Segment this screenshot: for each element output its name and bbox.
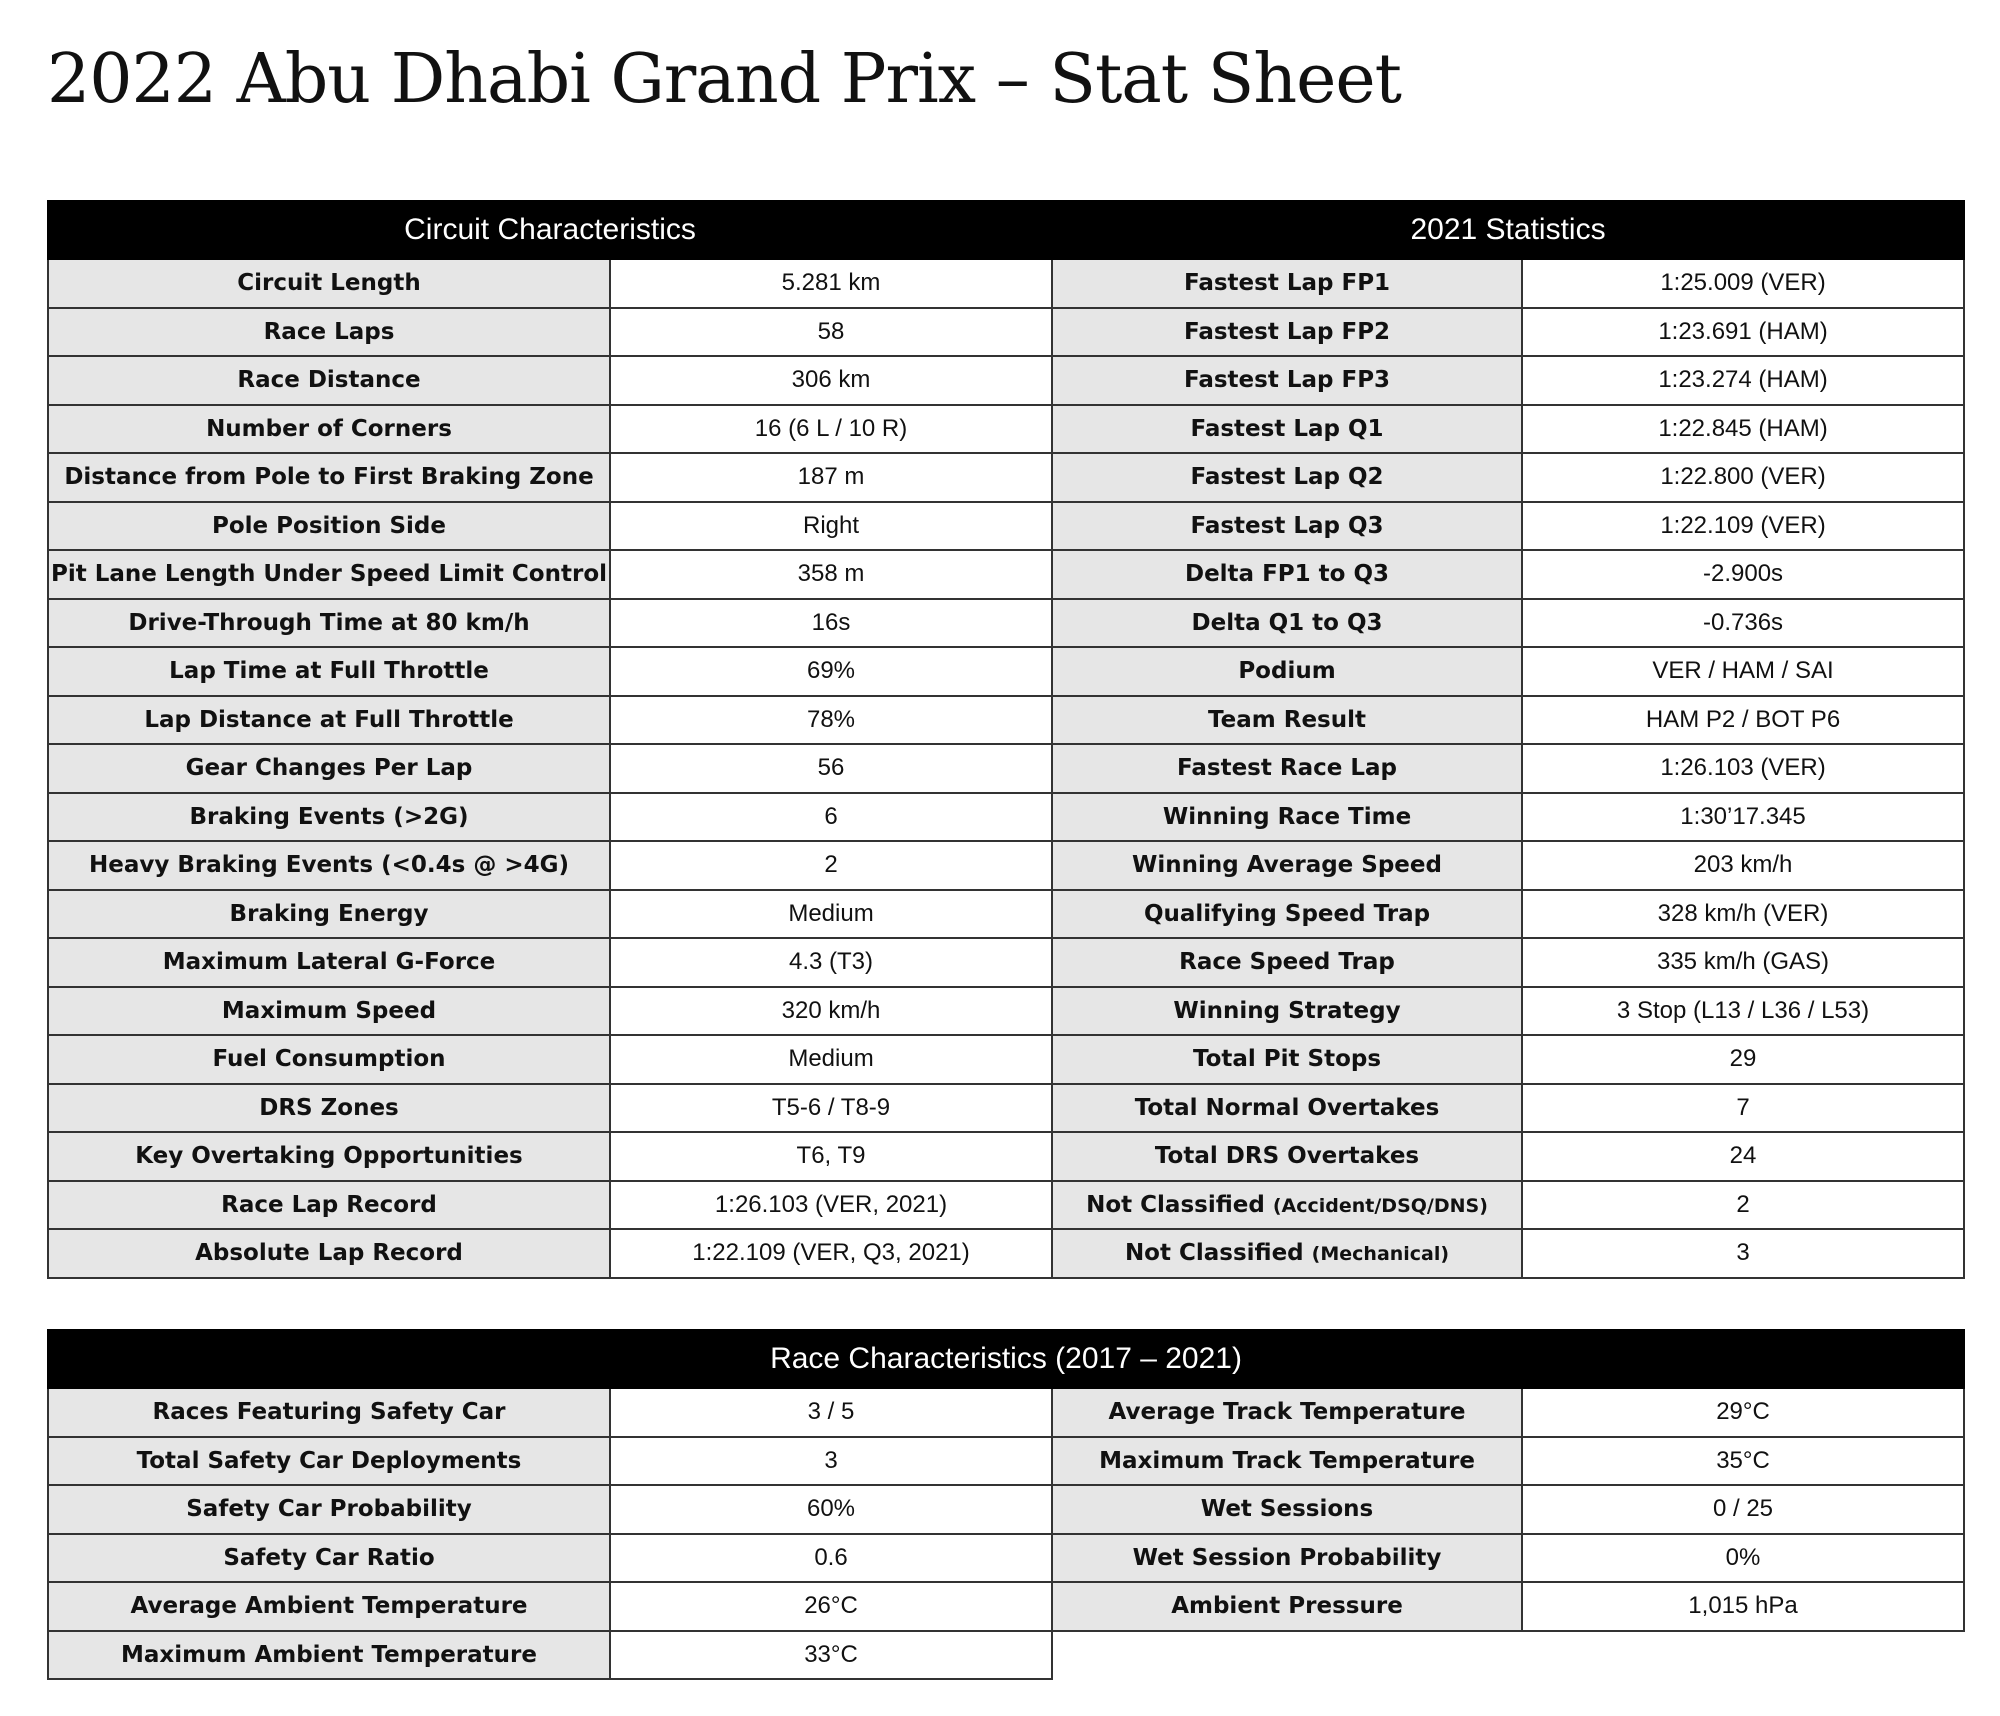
circuit-stat-label: Maximum Speed: [48, 987, 610, 1036]
circuit-stat-value: 16 (6 L / 10 R): [610, 405, 1052, 454]
circuit-stat-value: 58: [610, 308, 1052, 357]
empty-cell: [1052, 1631, 1522, 1680]
season-stat-value: 1:25.009 (VER): [1522, 259, 1964, 308]
circuit-stat-value: 320 km/h: [610, 987, 1052, 1036]
circuit-stat-label: Race Laps: [48, 308, 610, 357]
weather-stat-value: 35°C: [1522, 1437, 1964, 1486]
circuit-stat-value: Right: [610, 502, 1052, 551]
table-row: [48, 793, 1964, 842]
circuit-stat-label: Braking Energy: [48, 890, 610, 939]
stats-table-main: [47, 200, 1965, 1279]
circuit-stat-value: 56: [610, 744, 1052, 793]
season-stat-value: 1:26.103 (VER): [1522, 744, 1964, 793]
circuit-stat-value: 5.281 km: [610, 259, 1052, 308]
race-stat-label: Safety Car Ratio: [48, 1534, 610, 1583]
race-stat-value: 60%: [610, 1485, 1052, 1534]
race-stat-value: 0.6: [610, 1534, 1052, 1583]
circuit-stat-value: 6: [610, 793, 1052, 842]
circuit-stat-label: Fuel Consumption: [48, 1035, 610, 1084]
table-row: [48, 696, 1964, 745]
table-row: [48, 1388, 1964, 1437]
table-row: [48, 550, 1964, 599]
circuit-stat-label: Absolute Lap Record: [48, 1229, 610, 1278]
season-stat-label-text: Qualifying Speed Trap: [1143, 900, 1431, 927]
race-stat-label: Total Safety Car Deployments: [48, 1437, 610, 1486]
season-stat-label-note: (Accident/DSQ/DNS): [1272, 1194, 1488, 1217]
season-stat-value: 328 km/h (VER): [1522, 890, 1964, 939]
race-stat-value: 26°C: [610, 1582, 1052, 1631]
race-stat-label: Maximum Ambient Temperature: [48, 1631, 610, 1680]
weather-stat-label: Maximum Track Temperature: [1052, 1437, 1522, 1486]
season-stat-label-text: Total Pit Stops: [1192, 1046, 1382, 1073]
circuit-stat-value: 306 km: [610, 356, 1052, 405]
season-stat-value: 1:23.274 (HAM): [1522, 356, 1964, 405]
table-row: [48, 405, 1964, 454]
table-row: [48, 453, 1964, 502]
season-stat-label-text: Team Result: [1208, 706, 1366, 733]
weather-stat-label: Wet Session Probability: [1052, 1534, 1522, 1583]
table-row: [48, 259, 1964, 308]
table-row: [48, 647, 1964, 696]
table-row: [48, 1181, 1964, 1230]
circuit-stat-value: 78%: [610, 696, 1052, 745]
season-stat-label-text: Fastest Lap Q1: [1190, 415, 1384, 442]
season-stat-value: 1:22.800 (VER): [1522, 453, 1964, 502]
circuit-stat-label: Circuit Length: [48, 259, 610, 308]
season-stat-label: [1052, 308, 1522, 357]
circuit-stat-value: T5-6 / T8-9: [610, 1084, 1052, 1133]
empty-cell: [1522, 1631, 1964, 1680]
weather-stat-label: Average Track Temperature: [1052, 1388, 1522, 1437]
circuit-stat-label: Lap Time at Full Throttle: [48, 647, 610, 696]
season-stat-value: 7: [1522, 1084, 1964, 1133]
circuit-stat-label: Key Overtaking Opportunities: [48, 1132, 610, 1181]
page-title: 2022 Abu Dhabi Grand Prix – Stat Sheet: [47, 40, 1401, 119]
season-stat-label-text: Not Classified: [1086, 1191, 1265, 1218]
season-stat-label-text: Fastest Lap Q2: [1190, 464, 1384, 491]
season-stat-label-text: Fastest Race Lap: [1177, 755, 1397, 782]
race-stat-label: Safety Car Probability: [48, 1485, 610, 1534]
table-row: [48, 599, 1964, 648]
season-stat-label-text: Fastest Lap FP1: [1183, 270, 1391, 297]
circuit-stat-value: 69%: [610, 647, 1052, 696]
circuit-stat-value: 1:22.109 (VER, Q3, 2021): [610, 1229, 1052, 1278]
circuit-stat-label: Maximum Lateral G-Force: [48, 938, 610, 987]
race-stat-value: 33°C: [610, 1631, 1052, 1680]
circuit-stat-label: Pit Lane Length Under Speed Limit Control: [48, 550, 610, 599]
season-stat-value: VER / HAM / SAI: [1522, 647, 1964, 696]
circuit-stat-label: Gear Changes Per Lap: [48, 744, 610, 793]
circuit-stat-label: DRS Zones: [48, 1084, 610, 1133]
season-stat-label-text: Total Normal Overtakes: [1134, 1094, 1440, 1121]
season-stat-label: [1052, 987, 1522, 1036]
table-row: [48, 1132, 1964, 1181]
table-row: [48, 890, 1964, 939]
circuit-stat-label: Heavy Braking Events (<0.4s @ >4G): [48, 841, 610, 890]
race-stat-value: 3: [610, 1437, 1052, 1486]
season-stat-value: 3: [1522, 1229, 1964, 1278]
weather-stat-value: 0 / 25: [1522, 1485, 1964, 1534]
statistics-2021-header: 2021 Statistics: [1052, 201, 1964, 259]
season-stat-label-text: Fastest Lap FP3: [1183, 367, 1391, 394]
table-row: [48, 1485, 1964, 1534]
circuit-stat-label: Distance from Pole to First Braking Zone: [48, 453, 610, 502]
season-stat-value: 1:22.845 (HAM): [1522, 405, 1964, 454]
season-stat-label: [1052, 841, 1522, 890]
season-stat-label: [1052, 453, 1522, 502]
season-stat-label-text: Podium: [1238, 658, 1336, 685]
circuit-stat-label: Number of Corners: [48, 405, 610, 454]
season-stat-label-text: Winning Race Time: [1162, 803, 1412, 830]
circuit-characteristics-header: Circuit Characteristics: [48, 201, 1052, 259]
season-stat-label: [1052, 356, 1522, 405]
race-characteristics-table: [47, 1329, 1965, 1680]
table-row: [48, 938, 1964, 987]
table-row: [48, 308, 1964, 357]
season-stat-label-text: Winning Strategy: [1173, 997, 1401, 1024]
circuit-stat-value: 187 m: [610, 453, 1052, 502]
season-stat-label: [1052, 1229, 1522, 1278]
weather-stat-value: 0%: [1522, 1534, 1964, 1583]
season-stat-label: [1052, 1035, 1522, 1084]
season-stat-label-text: Total DRS Overtakes: [1154, 1143, 1420, 1170]
season-stat-label: [1052, 599, 1522, 648]
season-stat-value: 29: [1522, 1035, 1964, 1084]
circuit-stat-label: Race Distance: [48, 356, 610, 405]
season-stat-label-note: (Mechanical): [1311, 1243, 1450, 1266]
circuit-stat-label: Braking Events (>2G): [48, 793, 610, 842]
circuit-stat-value: Medium: [610, 890, 1052, 939]
season-stat-label-text: Not Classified: [1124, 1240, 1304, 1267]
season-stat-label: [1052, 696, 1522, 745]
table-row: [48, 1534, 1964, 1583]
race-stat-value: 3 / 5: [610, 1388, 1052, 1437]
season-stat-label: [1052, 502, 1522, 551]
table-row: [48, 744, 1964, 793]
table-row: [48, 1084, 1964, 1133]
weather-stat-label: Wet Sessions: [1052, 1485, 1522, 1534]
season-stat-label: [1052, 793, 1522, 842]
season-stat-label-text: Race Speed Trap: [1179, 949, 1395, 976]
season-stat-value: -2.900s: [1522, 550, 1964, 599]
circuit-stat-value: 4.3 (T3): [610, 938, 1052, 987]
circuit-stat-value: Medium: [610, 1035, 1052, 1084]
season-stat-value: 1:30’17.345: [1522, 793, 1964, 842]
circuit-stat-value: 2: [610, 841, 1052, 890]
season-stat-value: 2: [1522, 1181, 1964, 1230]
season-stat-label: [1052, 1181, 1522, 1230]
circuit-stat-label: Pole Position Side: [48, 502, 610, 551]
season-stat-label: [1052, 647, 1522, 696]
season-stat-value: -0.736s: [1522, 599, 1964, 648]
weather-stat-label: Ambient Pressure: [1052, 1582, 1522, 1631]
season-stat-label: [1052, 938, 1522, 987]
season-stat-label-text: Winning Average Speed: [1132, 852, 1442, 879]
table-row: [48, 841, 1964, 890]
circuit-stat-value: 16s: [610, 599, 1052, 648]
season-stat-label-text: Delta FP1 to Q3: [1184, 561, 1390, 588]
weather-stat-value: 29°C: [1522, 1388, 1964, 1437]
season-stat-value: 1:23.691 (HAM): [1522, 308, 1964, 357]
season-stat-value: HAM P2 / BOT P6: [1522, 696, 1964, 745]
circuit-stat-value: T6, T9: [610, 1132, 1052, 1181]
season-stat-label: [1052, 405, 1522, 454]
season-stat-label-text: Fastest Lap Q3: [1190, 512, 1384, 539]
weather-stat-value: 1,015 hPa: [1522, 1582, 1964, 1631]
table-row: [48, 1229, 1964, 1278]
race-characteristics-header: Race Characteristics (2017 – 2021): [48, 1330, 1964, 1388]
circuit-stat-label: Lap Distance at Full Throttle: [48, 696, 610, 745]
season-stat-label-text: Delta Q1 to Q3: [1191, 609, 1383, 636]
circuit-stat-label: Race Lap Record: [48, 1181, 610, 1230]
circuit-stat-label: Drive-Through Time at 80 km/h: [48, 599, 610, 648]
season-stat-label: [1052, 1084, 1522, 1133]
season-stat-value: 24: [1522, 1132, 1964, 1181]
table-row: [48, 502, 1964, 551]
season-stat-label-text: Fastest Lap FP2: [1183, 318, 1391, 345]
season-stat-label: [1052, 890, 1522, 939]
circuit-stat-value: 1:26.103 (VER, 2021): [610, 1181, 1052, 1230]
table-row: [48, 1631, 1964, 1680]
season-stat-value: 1:22.109 (VER): [1522, 502, 1964, 551]
table-row: [48, 1437, 1964, 1486]
circuit-stat-value: 358 m: [610, 550, 1052, 599]
table-row: [48, 1035, 1964, 1084]
race-stat-label: Races Featuring Safety Car: [48, 1388, 610, 1437]
season-stat-label: [1052, 1132, 1522, 1181]
season-stat-label: [1052, 550, 1522, 599]
table-row: [48, 356, 1964, 405]
season-stat-label: [1052, 744, 1522, 793]
season-stat-value: 3 Stop (L13 / L36 / L53): [1522, 987, 1964, 1036]
table-row: [48, 987, 1964, 1036]
season-stat-value: 335 km/h (GAS): [1522, 938, 1964, 987]
race-stat-label: Average Ambient Temperature: [48, 1582, 610, 1631]
table-row: [48, 1582, 1964, 1631]
season-stat-label: [1052, 259, 1522, 308]
season-stat-value: 203 km/h: [1522, 841, 1964, 890]
